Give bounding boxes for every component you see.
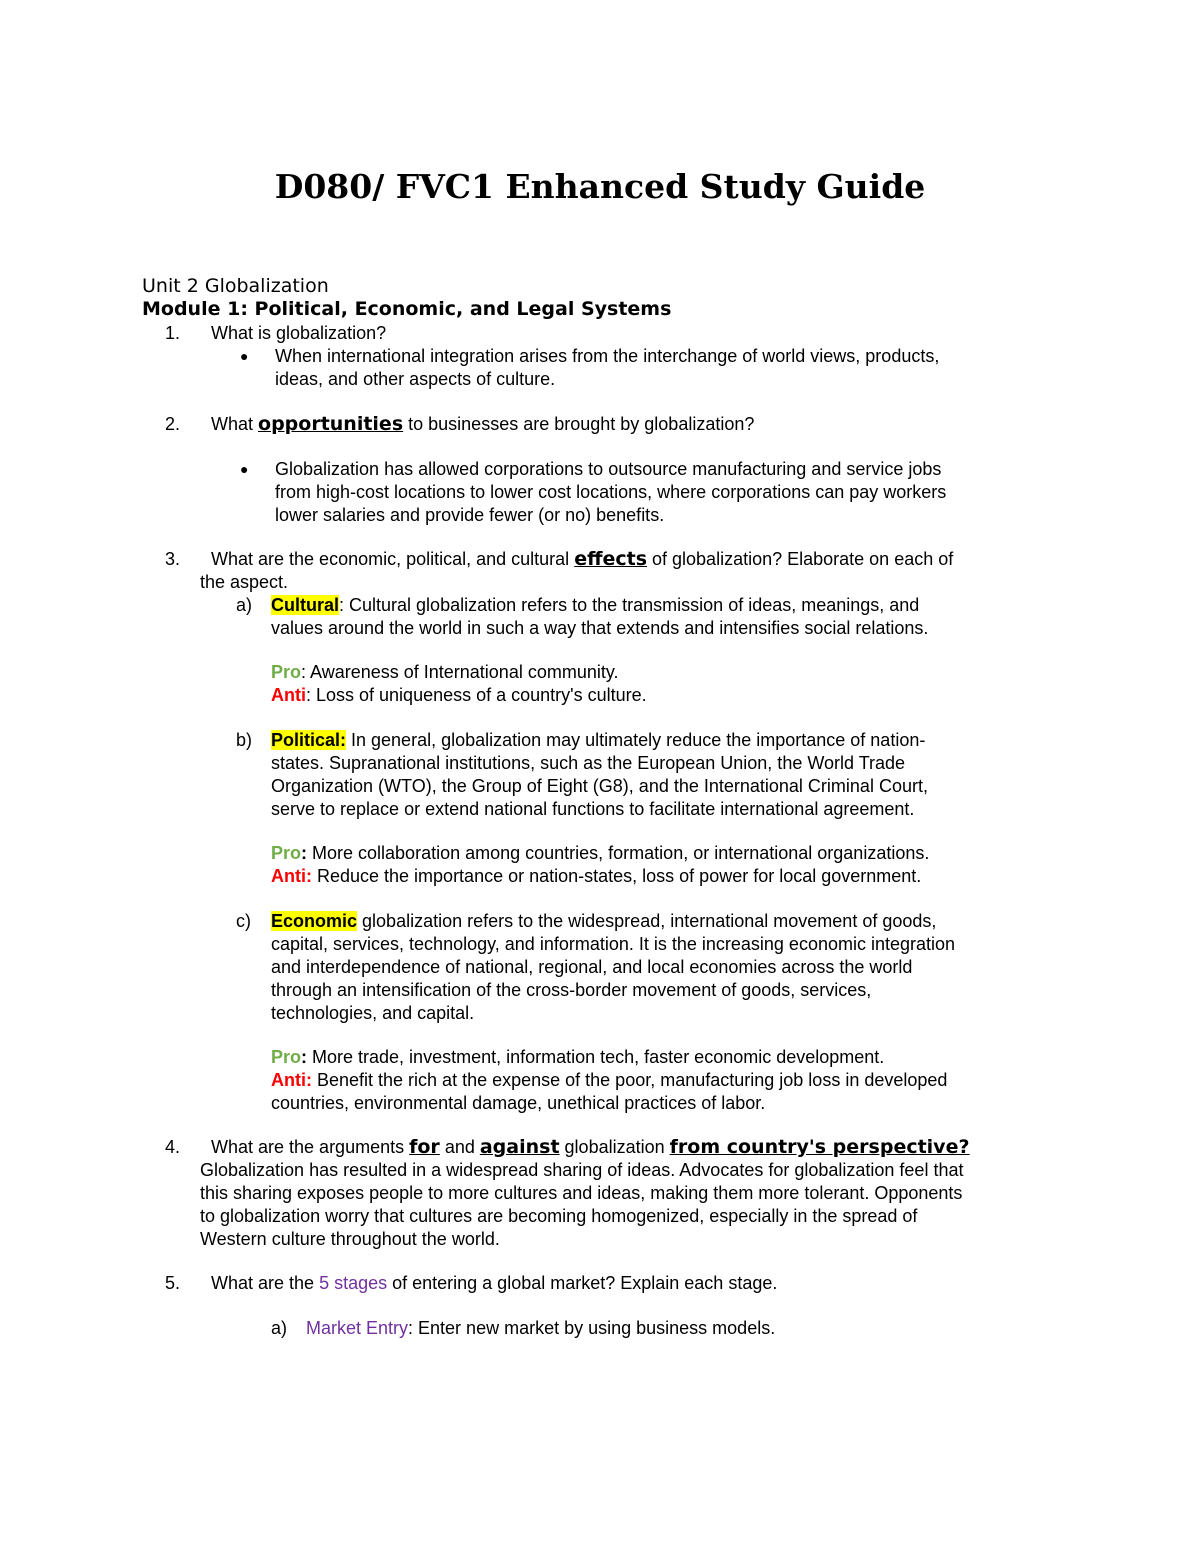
q3c-text: Economic globalization refers to the widespread, international movement of goods, (271, 911, 937, 931)
unit-heading: Unit 2 Globalization (142, 275, 329, 297)
q1-answer-line: ideas, and other aspects of culture. (275, 369, 556, 389)
q2-answer-line: lower salaries and provide fewer (or no) benefits. (275, 505, 665, 525)
q2-question: What opportunities to businesses are brought by globalization? (211, 413, 755, 435)
q2-answer-line: from high-cost locations to lower cost locations, where corporations can pay workers (275, 482, 947, 502)
q3c-anti-line: countries, environmental damage, unethical practices of labor. (271, 1093, 766, 1113)
label-economic: Economic (271, 911, 358, 931)
q3b-anti: Anti: Reduce the importance or nation-states, loss of power for local government. (271, 866, 922, 886)
q4-answer-line: to globalization worry that cultures are becoming homogenized, especially in the spread of (200, 1206, 918, 1226)
q3a-text: Cultural: Cultural globalization refers to the transmission of ideas, meanings, and (271, 595, 920, 615)
emphasis-for: for (409, 1136, 440, 1158)
bullet-icon: ● (240, 461, 249, 477)
module-heading: Module 1: Political, Economic, and Legal Systems (142, 298, 672, 320)
q3a-anti: Anti: Loss of uniqueness of a country's culture. (271, 685, 647, 705)
q3a-text-line: values around the world in such a way that extends and intensifies social relations. (271, 618, 929, 638)
q3a-pro: Pro: Awareness of International community. (271, 662, 619, 682)
q3c-text-line: technologies, and capital. (271, 1003, 475, 1023)
q3b-letter: b) (236, 730, 253, 750)
label-market-entry: Market Entry (306, 1318, 409, 1338)
q3b-text: Political: In general, globalization may ultimately reduce the importance of nation- (271, 730, 926, 750)
q4-question: What are the arguments for and against globalization from country's perspective? (211, 1136, 970, 1158)
emphasis-effects: effects (574, 548, 648, 570)
highlight-5-stages: 5 stages (319, 1273, 388, 1293)
q3c-text-line: capital, services, technology, and information. It is the increasing economic integration (271, 934, 956, 954)
q4-answer-line: this sharing exposes people to more cultures and ideas, making them more tolerant. Opponents (200, 1183, 963, 1203)
q3c-letter: c) (236, 911, 251, 931)
q3c-anti: Anti: Benefit the rich at the expense of the poor, manufacturing job loss in developed (271, 1070, 948, 1090)
q2-answer-line: Globalization has allowed corporations to outsource manufacturing and service jobs (275, 459, 942, 479)
q3-question-line2: the aspect. (200, 572, 289, 592)
q3b-text-line: Organization (WTO), the Group of Eight (G8), and the International Criminal Court, (271, 776, 928, 796)
q3b-text-line: serve to replace or extend national functions to facilitate international agreement. (271, 799, 915, 819)
bullet-icon: ● (240, 348, 249, 364)
q5a-text: Market Entry: Enter new market by using business models. (306, 1318, 776, 1338)
q3c-pro: Pro: More trade, investment, information tech, faster economic development. (271, 1047, 885, 1067)
q1-number: 1. (165, 323, 181, 343)
q4-answer-line: Globalization has resulted in a widespread sharing of ideas. Advocates for globalization feel that (200, 1160, 964, 1180)
q3b-text-line: states. Supranational institutions, such as the European Union, the World Trade (271, 753, 906, 773)
q3-number: 3. (165, 549, 181, 569)
q1-question: What is globalization? (211, 323, 387, 343)
q3b-pro: Pro: More collaboration among countries, formation, or international organizations. (271, 843, 930, 863)
emphasis-opportunities: opportunities (258, 413, 404, 435)
page-title: D080/ FVC1 Enhanced Study Guide (274, 167, 926, 206)
q5-question: What are the 5 stages of entering a global market? Explain each stage. (211, 1273, 778, 1293)
q2-number: 2. (165, 414, 181, 434)
q3c-text-line: through an intensification of the cross-border movement of goods, services, (271, 980, 872, 1000)
emphasis-perspective: from country's perspective? (669, 1136, 970, 1158)
q3-question: What are the economic, political, and cultural effects of globalization? Elaborate on each of (211, 548, 954, 570)
q3c-text-line: and interdependence of national, regional, and local economies across the world (271, 957, 913, 977)
q5-number: 5. (165, 1273, 181, 1293)
q1-answer-line: When international integration arises from the interchange of world views, products, (275, 346, 940, 366)
label-political: Political: (271, 730, 347, 750)
emphasis-against: against (479, 1136, 560, 1158)
q3a-letter: a) (236, 595, 253, 615)
q4-number: 4. (165, 1137, 181, 1157)
q5a-letter: a) (271, 1318, 288, 1338)
q4-answer-line: Western culture throughout the world. (200, 1229, 500, 1249)
label-cultural: Cultural (271, 595, 340, 615)
